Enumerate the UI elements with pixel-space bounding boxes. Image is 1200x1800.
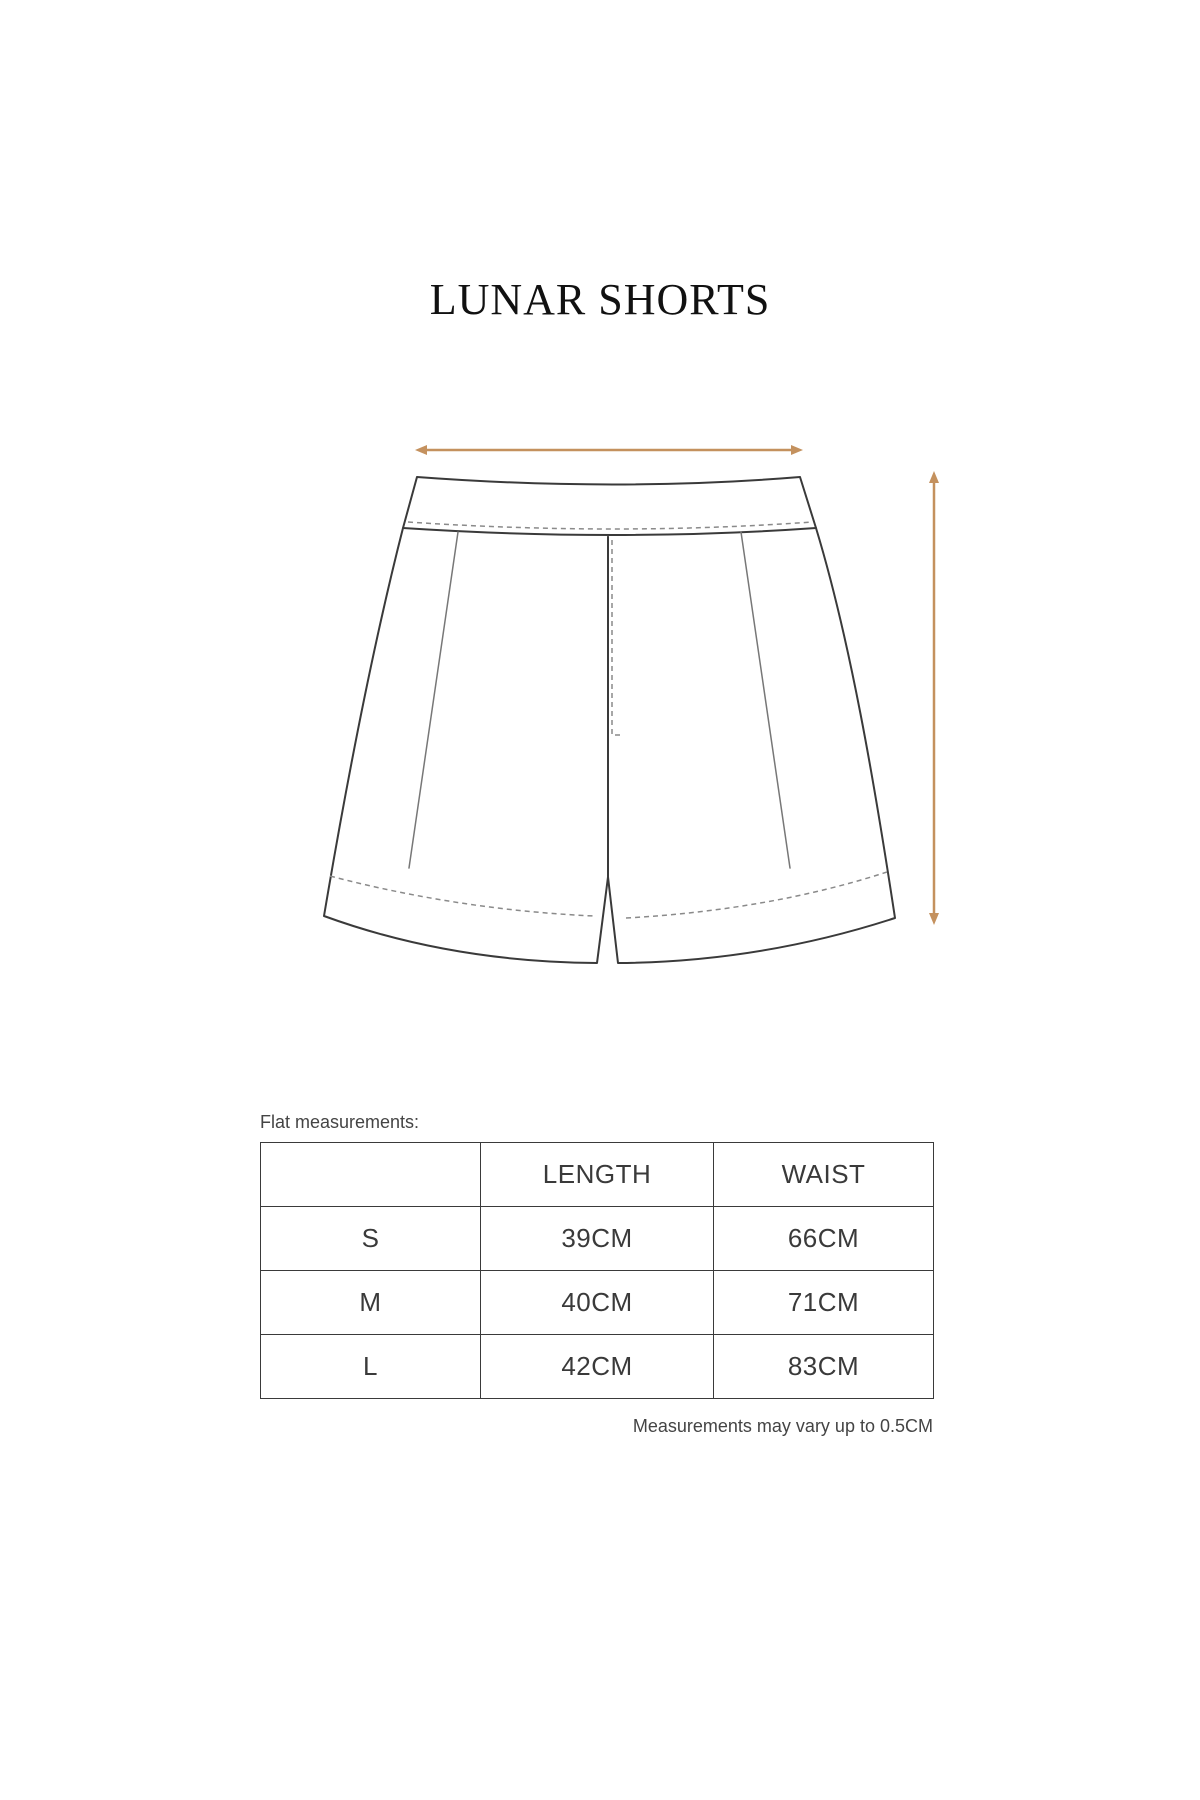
size-cell: L [261, 1335, 481, 1399]
size-cell: M [261, 1271, 481, 1335]
waistband [403, 477, 816, 535]
right-hem-stitch [626, 872, 887, 918]
length-cell: 40CM [481, 1271, 714, 1335]
table-row [261, 1335, 934, 1399]
table-header-row [261, 1143, 934, 1207]
table-row [261, 1271, 934, 1335]
shorts-outline [324, 477, 895, 963]
header-cell: WAIST [714, 1143, 934, 1207]
waistband-stitch [408, 522, 812, 529]
length-cell: 39CM [481, 1207, 714, 1271]
left-pleat [409, 532, 458, 868]
table-caption: Flat measurements: [260, 1112, 420, 1132]
waist-cell: 66CM [714, 1207, 934, 1271]
measurement-note: Measurements may vary up to 0.5CM [632, 1416, 933, 1436]
right-pleat [741, 532, 790, 868]
waist-cell: 83CM [714, 1335, 934, 1399]
size-cell: S [261, 1207, 481, 1271]
pleat-lines [409, 532, 790, 868]
size-table [260, 1142, 934, 1399]
table-row [261, 1207, 934, 1271]
header-cell: LENGTH [481, 1143, 714, 1207]
left-hem-stitch [330, 876, 594, 916]
length-cell: 42CM [481, 1335, 714, 1399]
page-title: LUNAR SHORTS [429, 275, 771, 324]
right-leg [608, 528, 895, 963]
fly-stitch [612, 540, 622, 735]
left-leg [324, 528, 608, 963]
waist-cell: 71CM [714, 1271, 934, 1335]
header-cell [261, 1143, 481, 1207]
